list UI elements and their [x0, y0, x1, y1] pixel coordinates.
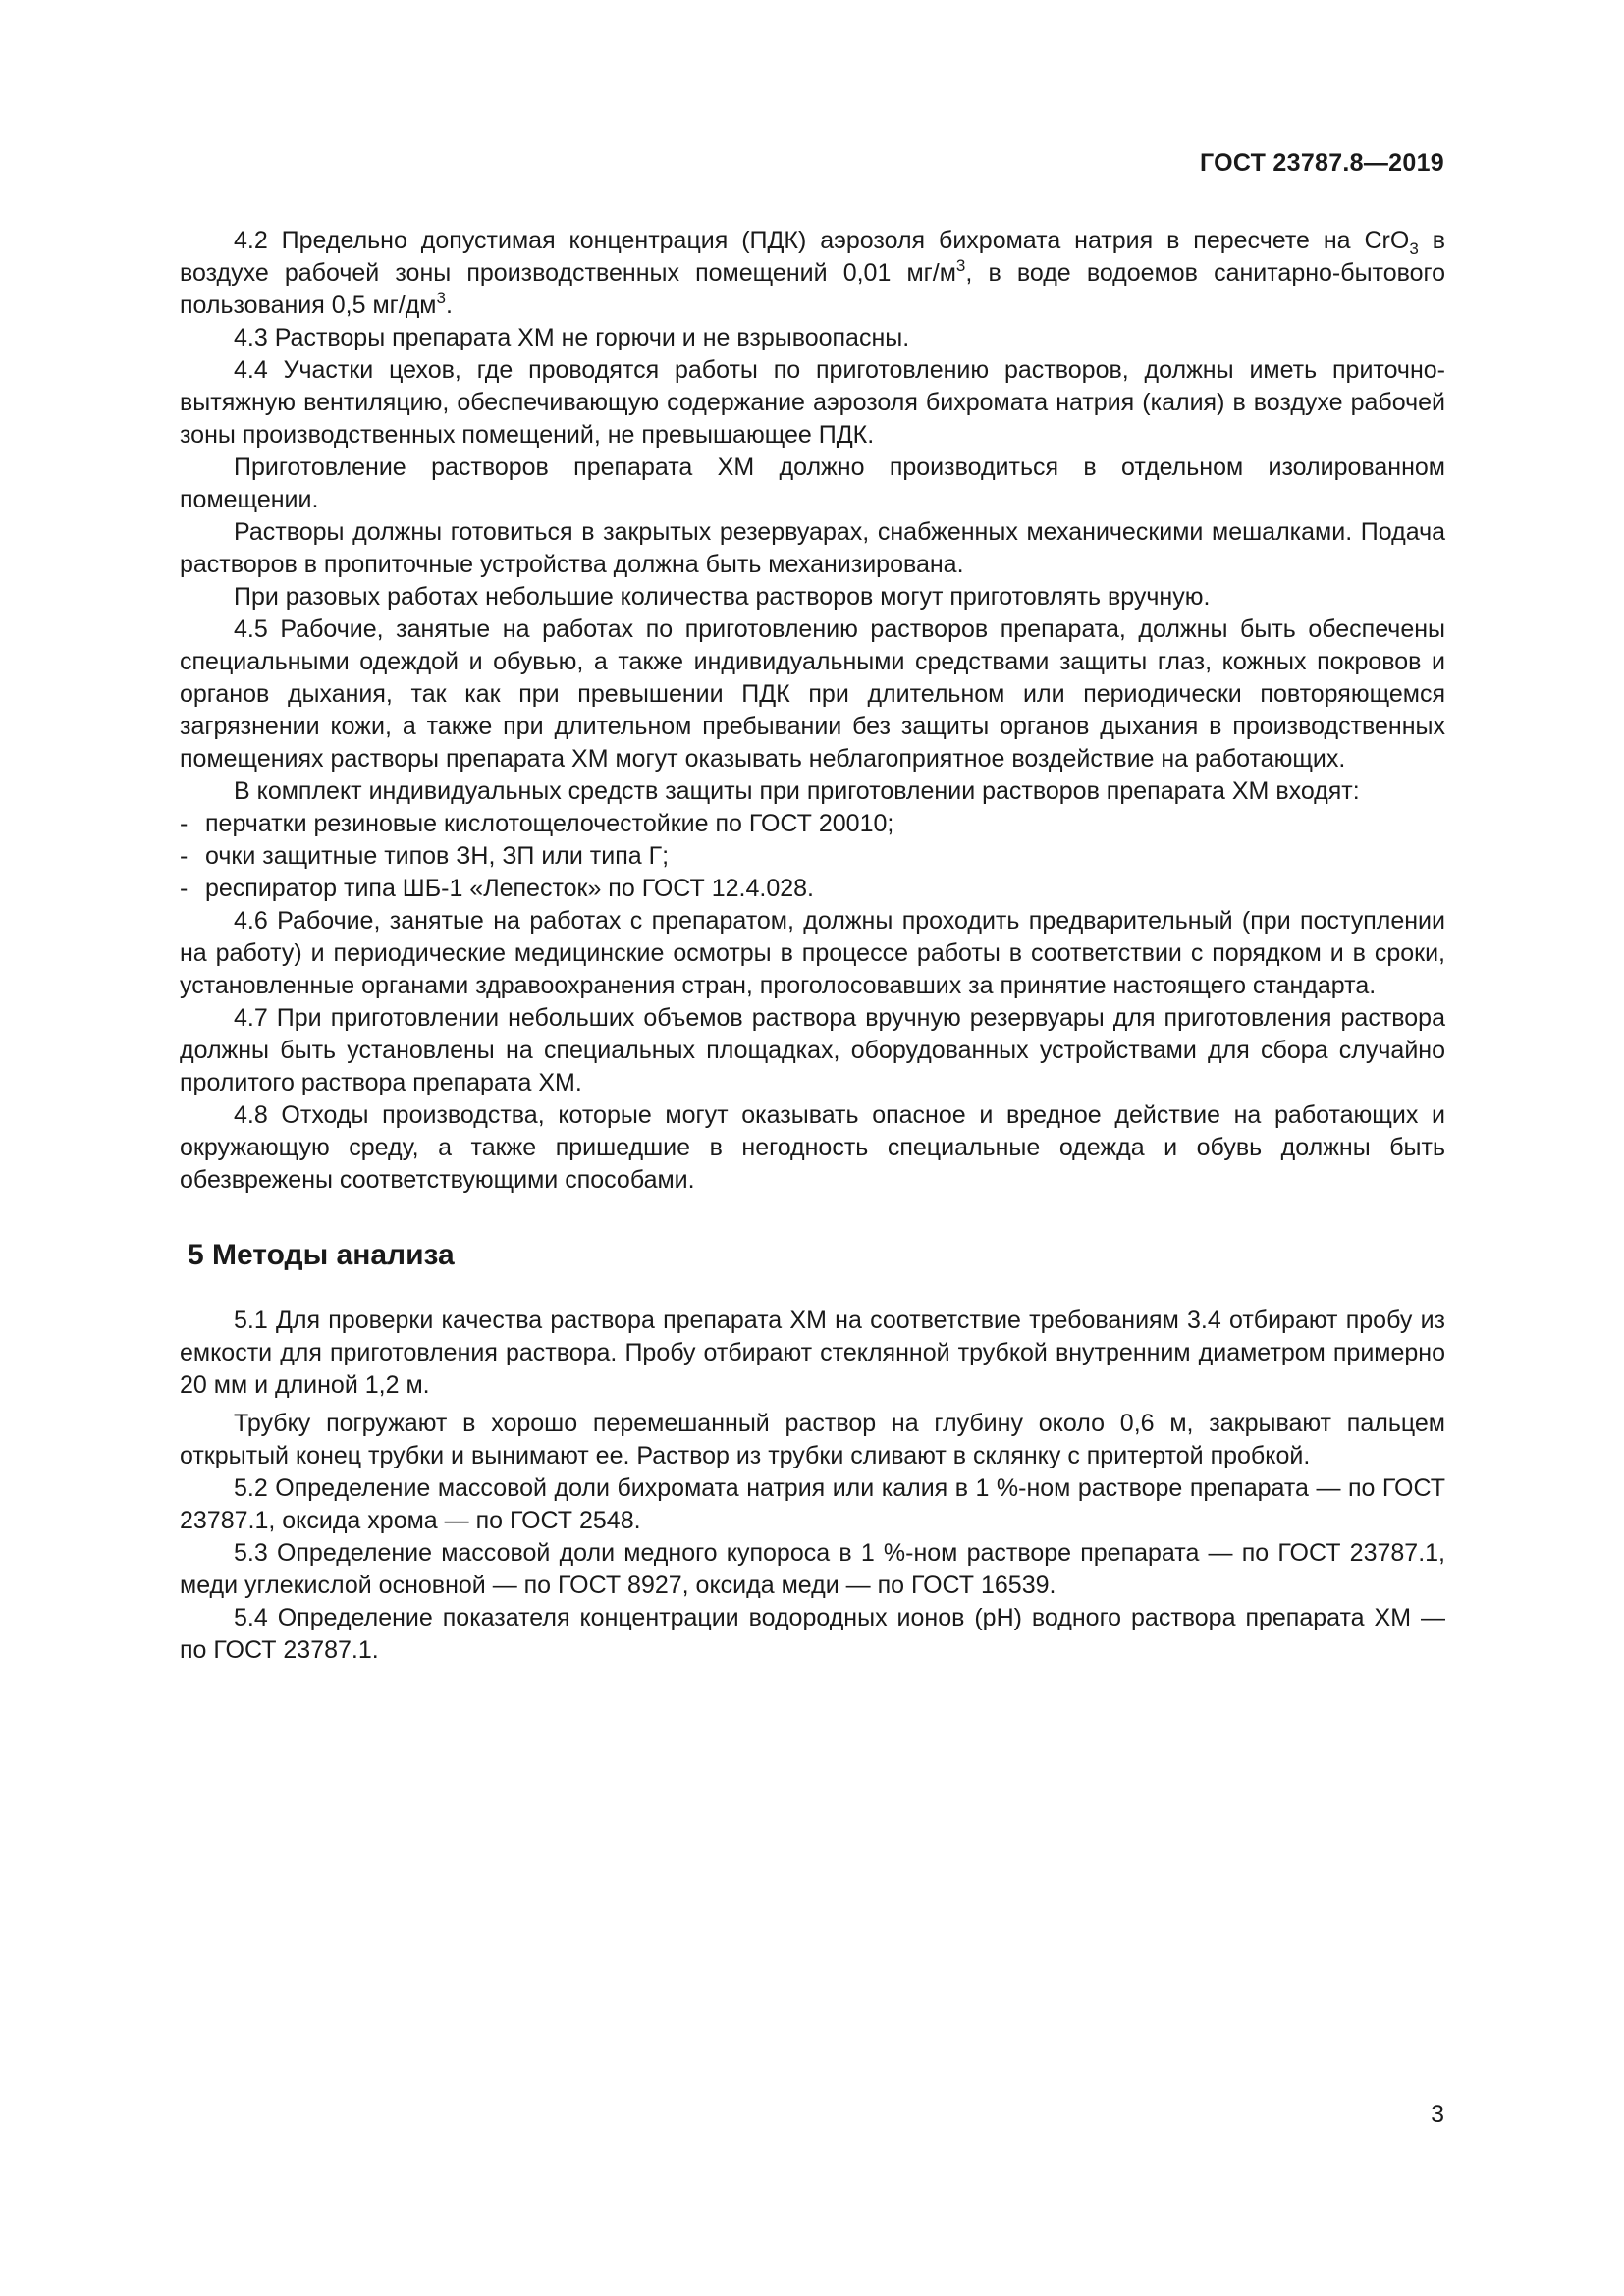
paragraph-4-5-kit: В комплект индивидуальных средств защиты при приготовлении растворов препарата ХМ входят:	[234, 777, 1360, 805]
list-item	[180, 840, 1445, 873]
paragraph-5-1: 5.1 Для проверки качества раствора препарата ХМ на соответствие требованиям 3.4 отбирают пробу из емкости для приготовления раствора. Пробу отбирают стеклянной трубкой внутренним диаметром примерно 20 мм и длиной 1,2 м.	[180, 1307, 1445, 1399]
paragraph-4-4: 4.4 Участки цехов, где проводятся работы по приготовлению растворов, должны иметь приточно-вытяжную вентиляцию, обеспечивающую содержание аэрозоля бихромата натрия (калия) в воздухе рабочей зоны производственных помещений, не превышающее ПДК.	[180, 356, 1445, 449]
paragraph-5-1-procedure: Трубку погружают в хорошо перемешанный раствор на глубину около 0,6 м, закрывают пальцем открытый конец трубки и вынимают ее. Раствор из трубки сливают в склянку с притертой пробкой.	[180, 1410, 1445, 1469]
list-item	[180, 873, 1445, 905]
subscript-3: 3	[1409, 240, 1419, 258]
list-item	[180, 808, 1445, 840]
document-id-header: ГОСТ 23787.8—2019	[1199, 149, 1444, 177]
list-item-text: очки защитные типов ЗН, ЗП или типа Г;	[205, 842, 670, 870]
paragraph-4-2-part-b: в воздухе рабочей зоны производственных помещений 0,01 мг/м	[180, 227, 1446, 287]
paragraph-4-3: 4.3 Растворы препарата ХМ не горючи и не взрывоопасны.	[234, 324, 910, 351]
paragraph-4-2-part-c: , в воде водоемов санитарно-бытового пользования 0,5 мг/дм	[180, 259, 1445, 319]
paragraph-4-4-tanks: Растворы должны готовиться в закрытых резервуарах, снабженных механическими мешалками. Подача растворов в пропиточные устройства должна быть механизирована.	[180, 518, 1445, 578]
paragraph-5-2: 5.2 Определение массовой доли бихромата натрия или калия в 1 %-ном растворе препарата — по ГОСТ 23787.1, оксида хрома — по ГОСТ 2548.	[180, 1474, 1445, 1534]
paragraph-4-6: 4.6 Рабочие, занятые на работах с препаратом, должны проходить предварительный (при поступлении на работу) и периодические медицинские осмотры в процессе работы в соответствии с порядком и в сроки, установленные органами здравоохранения стран, проголосовавших за принятие настоящего стандарта.	[180, 907, 1445, 999]
list-dash: -	[180, 842, 189, 870]
page-number: 3	[1431, 2101, 1444, 2128]
paragraph-4-2-part-d: .	[445, 292, 453, 319]
list-dash: -	[180, 875, 189, 902]
protection-kit-list	[180, 808, 1445, 905]
section-5-heading: 5 Методы анализа	[188, 1239, 455, 1271]
paragraph-4-5: 4.5 Рабочие, занятые на работах по приготовлению растворов препарата, должны быть обеспечены специальными одеждой и обувью, а также индивидуальными средствами защиты глаз, кожных покровов и органов дыхания, так как при превышении ПДК при длительном или периодически повторяющемся загрязнении кожи, а также при длительном пребывании без защиты органов дыхания в производственных помещениях растворы препарата ХМ могут оказывать неблагоприятное воздействие на работающих.	[180, 615, 1445, 773]
list-dash: -	[180, 810, 189, 837]
paragraph-5-4: 5.4 Определение показателя концентрации водородных ионов (pH) водного раствора препарата ХМ — по ГОСТ 23787.1.	[180, 1604, 1445, 1664]
superscript-3: 3	[436, 289, 446, 307]
list-item-text: респиратор типа ШБ-1 «Лепесток» по ГОСТ 12.4.028.	[205, 875, 814, 902]
paragraph-4-4-manual: При разовых работах небольшие количества растворов могут приготовлять вручную.	[234, 583, 1211, 611]
paragraph-4-2	[180, 225, 1445, 322]
paragraph-5-3: 5.3 Определение массовой доли медного купороса в 1 %-ном растворе препарата — по ГОСТ 23787.1, меди углекислой основной — по ГОСТ 8927, оксида меди — по ГОСТ 16539.	[180, 1539, 1445, 1599]
list-item-text: перчатки резиновые кислотощелочестойкие по ГОСТ 20010;	[205, 810, 894, 837]
document-body	[180, 225, 1445, 1667]
paragraph-4-2-part-a: 4.2 Предельно допустимая концентрация (ПДК) аэрозоля бихромата натрия в пересчете на CrO	[234, 227, 1410, 254]
paragraph-4-7: 4.7 При приготовлении небольших объемов раствора вручную резервуары для приготовления раствора должны быть установлены на специальных площадках, оборудованных устройствами для сбора случайно пролитого раствора препарата ХМ.	[180, 1004, 1445, 1096]
paragraph-4-4-preparation: Приготовление растворов препарата ХМ должно производиться в отдельном изолированном помещении.	[180, 454, 1445, 513]
superscript-3: 3	[955, 256, 966, 275]
paragraph-4-8: 4.8 Отходы производства, которые могут оказывать опасное и вредное действие на работающих и окружающую среду, а также пришедшие в негодность специальные одежда и обувь должны быть обезврежены соответствующими способами.	[180, 1101, 1445, 1194]
